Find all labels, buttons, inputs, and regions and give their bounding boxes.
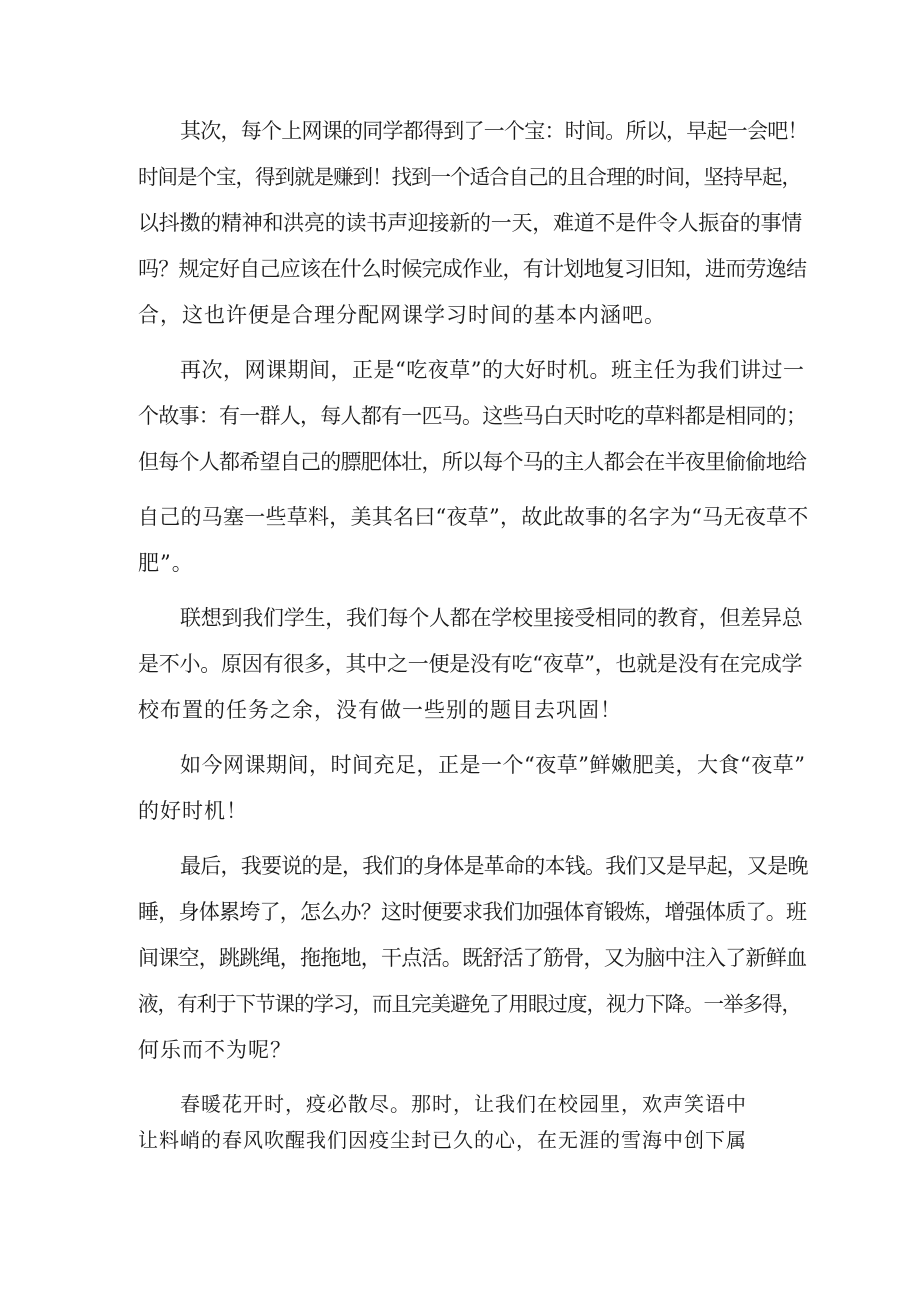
paragraph-3-line-3: 校布置的任务之余，没有做一些别的题目去巩固！	[138, 698, 622, 722]
paragraph-2-line-5: 肥”。	[138, 551, 194, 575]
paragraph-2-line-1: 再次，网课期间，正是“吃夜草”的大好时机。班主任为我们讲过一	[180, 358, 805, 382]
paragraph-1-line-4: 吗？规定好自己应该在什么时候完成作业，有计划地复习旧知，进而劳逸结	[138, 257, 807, 281]
paragraph-1-line-3: 以抖擞的精神和洪亮的读书声迎接新的一天，难道不是件令人振奋的事情	[138, 211, 802, 235]
paragraph-1-line-1: 其次，每个上网课的同学都得到了一个宝：时间。所以，早起一会吧！	[180, 119, 808, 143]
paragraph-2-line-3: 但每个人都希望自己的膘肥体壮，所以每个马的主人都会在半夜里偷偷地给	[138, 450, 807, 474]
paragraph-1-line-5: 合，这也许便是合理分配网课学习时间的基本内涵吧。	[138, 303, 666, 327]
paragraph-5-line-3: 间课空，跳跳绳，拖拖地，干点活。既舒活了筋骨，又为脑中注入了新鲜血	[138, 946, 807, 970]
paragraph-5-line-4: 液，有利于下节课的学习，而且完美避免了用眼过度，视力下降。一举多得，	[138, 992, 801, 1016]
paragraph-2-line-4: 自己的马塞一些草料，美其名曰“夜草”，故此故事的名字为“马无夜草不	[138, 505, 809, 529]
paragraph-6-line-1: 春暖花开时，疫必散尽。那时，让我们在校园里，欢声笑语中	[180, 1092, 747, 1116]
paragraph-1-line-2: 时间是个宝，得到就是赚到！找到一个适合自己的且合理的时间，坚持早起，	[138, 165, 801, 189]
paragraph-3-line-2: 是不小。原因有很多，其中之一便是没有吃“夜草”，也就是没有在完成学	[138, 652, 803, 676]
paragraph-5-line-1: 最后，我要说的是，我们的身体是革命的本钱。我们又是早起，又是晚	[180, 854, 808, 878]
paragraph-5-line-5: 何乐而不为呢？	[138, 1038, 292, 1062]
paragraph-6-line-2: 让料峭的春风吹醒我们因疫尘封已久的心，在无涯的雪海中创下属	[138, 1128, 747, 1152]
paragraph-3-line-1: 联想到我们学生，我们每个人都在学校里接受相同的教育，但差异总	[180, 606, 803, 630]
paragraph-2-line-2: 个故事：有一群人，每人都有一匹马。这些马白天时吃的草料都是相同的；	[138, 404, 807, 428]
paragraph-4-line-1: 如今网课期间，时间充足，正是一个“夜草”鲜嫩肥美，大食“夜草”	[180, 753, 806, 777]
paragraph-4-line-2: 的好时机！	[138, 799, 248, 823]
paragraph-5-line-2: 睡，身体累垮了，怎么办？这时便要求我们加强体育锻炼，增强体质了。班	[138, 900, 807, 924]
